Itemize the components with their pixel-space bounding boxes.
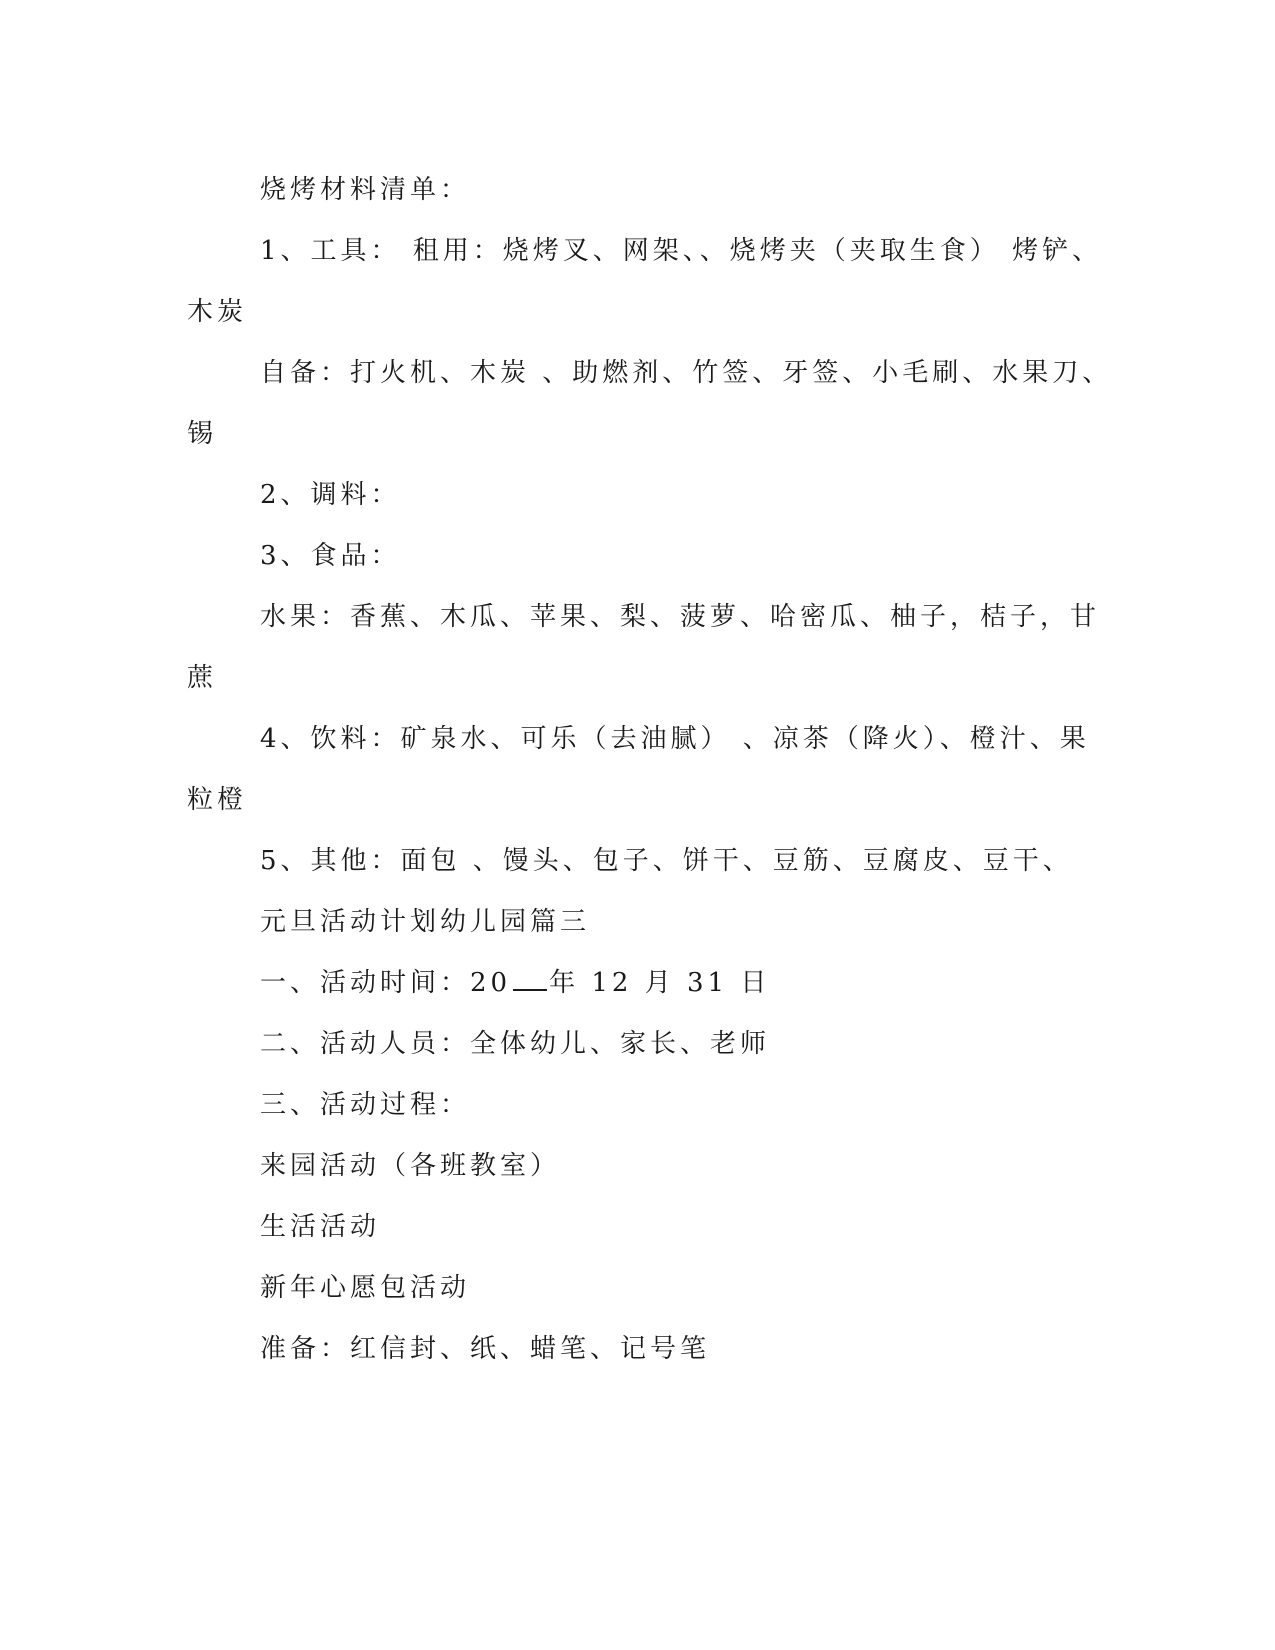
section-title: 元旦活动计划幼儿园篇三: [260, 907, 591, 937]
arrival-activity: 来园活动（各班教室）: [260, 1151, 561, 1181]
item-tools-continued: 木炭: [187, 297, 248, 327]
item-seasoning: 2、调料：: [260, 480, 401, 510]
item-drinks-continued: 粒橙: [187, 785, 248, 815]
wish-bag-activity: 新年心愿包活动: [260, 1273, 471, 1303]
heading-bbq-list: 烧烤材料清单：: [260, 175, 471, 205]
item-self-prepared-continued: 锡: [187, 419, 218, 449]
activity-time-prefix: 一、活动时间：20: [260, 968, 512, 998]
item-fruit: 水果：香蕉、木瓜、苹果、梨、菠萝、哈密瓜、柚子，桔子，甘: [260, 602, 1101, 632]
life-activity: 生活活动: [260, 1212, 381, 1242]
item-fruit-continued: 蔗: [187, 663, 218, 693]
item-drinks: 4、饮料：矿泉水、可乐（去油腻） 、凉茶（降火）、橙汁、果: [260, 724, 1090, 754]
blank-underline: [513, 965, 547, 991]
item-self-prepared: 自备：打火机、木炭 、助燃剂、竹签、牙签、小毛刷、水果刀、: [260, 358, 1113, 388]
activity-time: [187, 953, 1067, 1014]
item-others: 5、其他：面包 、馒头、包子、饼干、豆筋、豆腐皮、豆干、: [260, 846, 1073, 876]
activity-process: 三、活动过程：: [260, 1090, 471, 1120]
activity-participants: 二、活动人员：全体幼儿、家长、老师: [260, 1029, 771, 1059]
preparation: 准备：红信封、纸、蜡笔、记号笔: [260, 1334, 711, 1364]
document-body: [187, 160, 1113, 1380]
item-tools: 1、工具： 租用：烧烤叉、网架、、烧烤夹（夹取生食） 烤铲、: [260, 236, 1103, 266]
item-food: 3、食品：: [260, 541, 401, 571]
activity-time-suffix: 年 12 月 31 日: [549, 968, 771, 998]
